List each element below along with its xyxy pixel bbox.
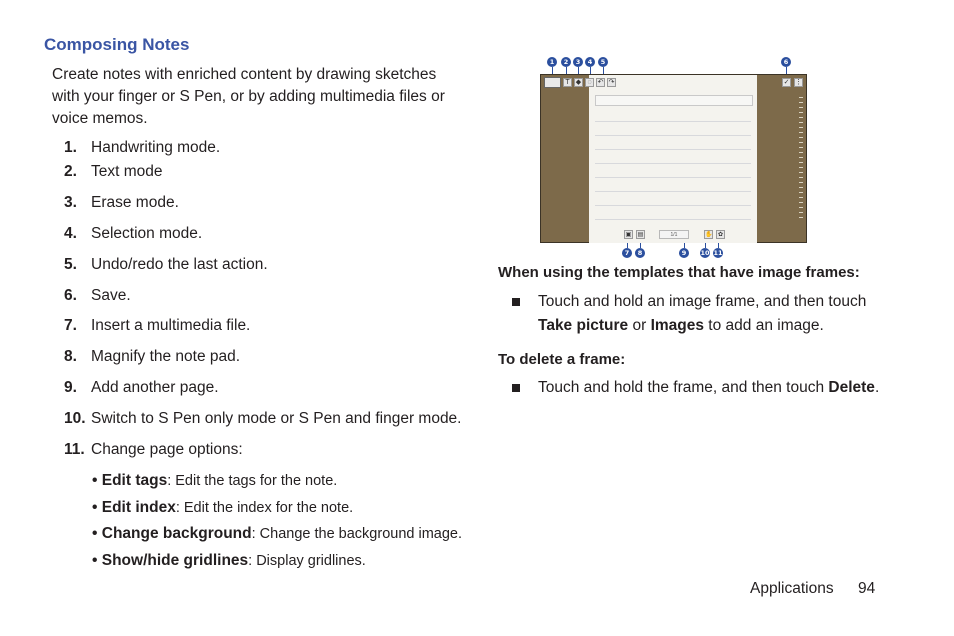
page-scrollbar[interactable]	[799, 97, 803, 221]
sub-list-item: • Change background: Change the background image.	[92, 525, 463, 542]
more-icon[interactable]: ⋮	[795, 79, 802, 86]
callout-marker: 6	[781, 57, 791, 67]
redo-icon[interactable]: ↷	[608, 79, 615, 86]
ruled-line	[595, 163, 751, 164]
list-item: 1. Handwriting mode.	[64, 139, 221, 156]
ruled-line	[595, 177, 751, 178]
snote-screenshot	[540, 74, 807, 243]
callout-marker: 9	[679, 248, 689, 258]
ruled-line	[595, 121, 751, 122]
sub-list-item: • Show/hide gridlines: Display gridlines.	[92, 552, 366, 569]
list-item: 11. Change page options:	[64, 441, 243, 458]
callout-marker: 4	[585, 57, 595, 67]
callout-marker: 7	[622, 248, 632, 258]
list-item: 9. Add another page.	[64, 379, 219, 396]
callout-marker: 2	[561, 57, 571, 67]
bullet-square	[512, 384, 520, 392]
callout-marker: 11	[713, 249, 723, 257]
list-item: 3. Erase mode.	[64, 194, 179, 211]
list-item: 7. Insert a multimedia file.	[64, 317, 251, 334]
templates-bullet: Touch and hold an image frame, and then touch Take picture or Images to add an image.	[512, 290, 912, 340]
selection-icon[interactable]: ◌	[585, 78, 594, 87]
ruled-line	[595, 149, 751, 150]
footer-section: Applications	[750, 580, 834, 597]
callout-marker: 3	[573, 57, 583, 67]
list-item: 2. Text mode	[64, 163, 163, 180]
text-mode-icon[interactable]: T	[563, 78, 572, 87]
note-title-field[interactable]	[595, 95, 753, 106]
page-indicator[interactable]: 1/1	[659, 230, 689, 239]
toolbar	[541, 75, 807, 91]
section-heading: Composing Notes	[44, 35, 190, 54]
list-item: 10. Switch to S Pen only mode or S Pen and finger mode.	[64, 410, 462, 427]
list-item: 6. Save.	[64, 287, 131, 304]
undo-icon[interactable]: ↶	[597, 79, 604, 86]
callout-marker: 8	[635, 248, 645, 258]
bullet-square	[512, 298, 520, 306]
page-options-icon[interactable]: ✿	[717, 232, 724, 238]
pen-icon[interactable]	[544, 77, 561, 88]
ruled-line	[595, 219, 751, 220]
magnify-icon[interactable]: ▤	[637, 232, 644, 238]
pen-mode-icon[interactable]: ✋	[705, 232, 713, 238]
delete-bullet: Touch and hold the frame, and then touch Delete.	[512, 376, 912, 400]
ruled-line	[595, 205, 751, 206]
templates-heading: When using the templates that have image frames:	[498, 264, 860, 281]
list-item: 5. Undo/redo the last action.	[64, 256, 268, 273]
note-pad[interactable]	[589, 75, 757, 243]
delete-heading: To delete a frame:	[498, 351, 626, 368]
callout-marker: 10	[700, 249, 710, 257]
ruled-line	[595, 191, 751, 192]
list-item: 8. Magnify the note pad.	[64, 348, 241, 365]
sub-list-item: • Edit index: Edit the index for the note.	[92, 499, 354, 516]
list-item: 4. Selection mode.	[64, 225, 203, 242]
page-number: 94	[858, 580, 876, 597]
intro-paragraph: Create notes with enriched content by drawing sketches with your finger or S Pen, or by adding multimedia files or voice memos.	[52, 66, 445, 127]
callout-marker: 1	[547, 57, 557, 67]
sub-list-item: • Edit tags: Edit the tags for the note.	[92, 472, 338, 489]
ruled-line	[595, 135, 751, 136]
eraser-icon[interactable]: ◆	[575, 79, 582, 86]
save-icon[interactable]: ✓	[783, 79, 790, 86]
insert-media-icon[interactable]: ▣	[625, 232, 632, 238]
callout-marker: 5	[598, 57, 608, 67]
